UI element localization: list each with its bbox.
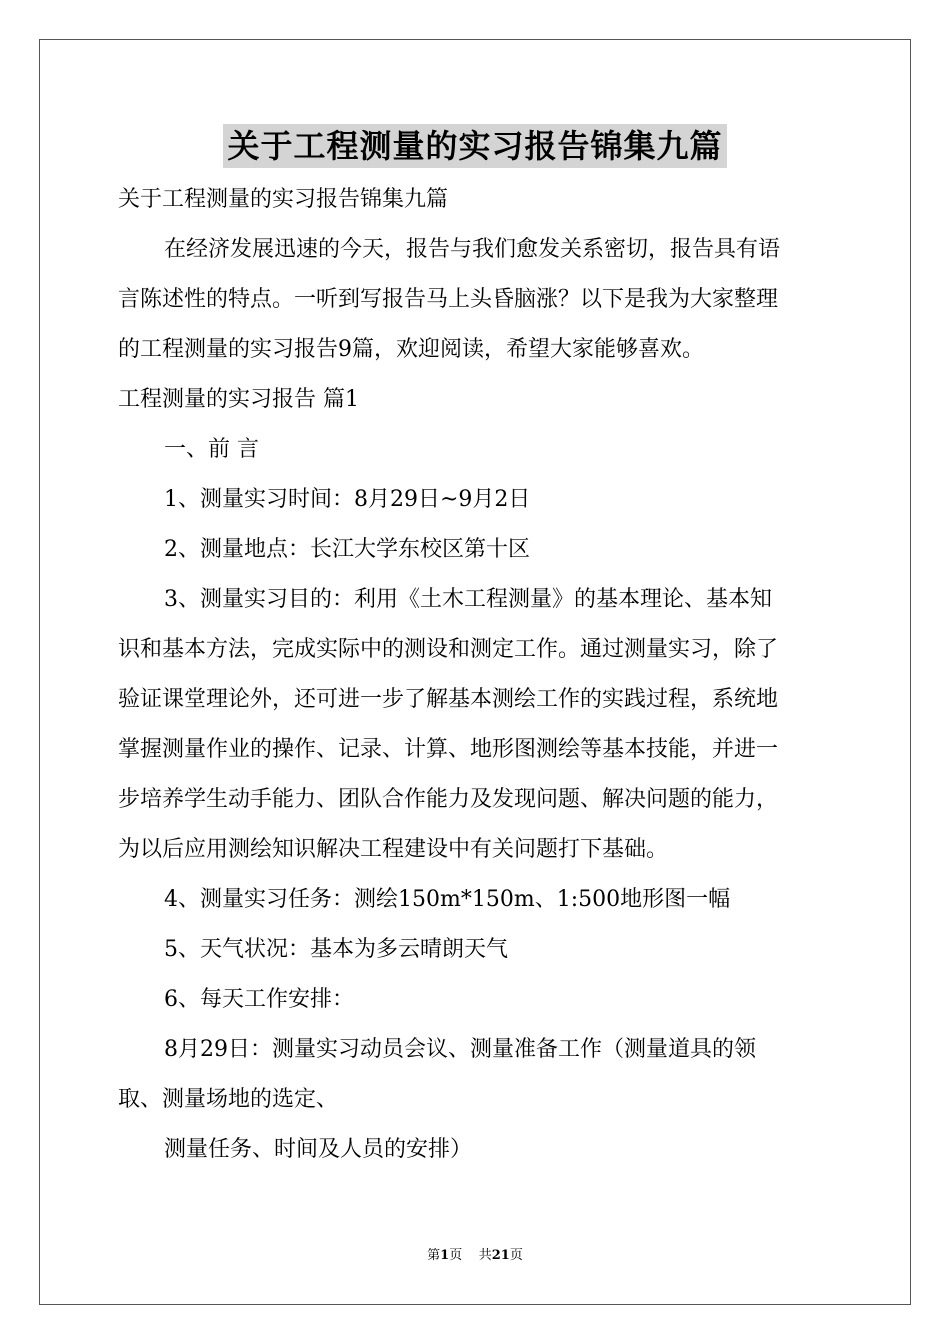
section-heading: 工程测量的实习报告 篇1	[118, 387, 359, 412]
page-footer	[0, 1248, 950, 1264]
paragraph-line: 一、前 言	[164, 437, 259, 462]
paragraph-line: 2、测量地点：长江大学东校区第十区	[164, 537, 530, 562]
paragraph-line: 1、测量实习时间：8月29日~9月2日	[164, 487, 531, 512]
paragraph-line: 言陈述性的特点。一听到写报告马上头昏脑涨？以下是我为大家整理	[118, 287, 779, 312]
paragraph-line: 的工程测量的实习报告9篇，欢迎阅读，希望大家能够喜欢。	[118, 337, 704, 362]
paragraph-line: 为以后应用测绘知识解决工程建设中有关问题打下基础。	[118, 837, 669, 862]
footer-total-pages: 21	[491, 1248, 510, 1263]
page-border	[39, 39, 911, 1305]
paragraph-line: 在经济发展迅速的今天，报告与我们愈发关系密切，报告具有语	[164, 237, 781, 262]
paragraph-line: 掌握测量作业的操作、记录、计算、地形图测绘等基本技能，并进一	[118, 737, 779, 762]
paragraph-line: 识和基本方法，完成实际中的测设和测定工作。通过测量实习，除了	[118, 637, 779, 662]
footer-mid: 页 共	[449, 1248, 492, 1263]
footer-prefix: 第	[427, 1248, 441, 1263]
title-container	[0, 124, 950, 168]
paragraph-line: 验证课堂理论外，还可进一步了解基本测绘工作的实践过程，系统地	[118, 687, 779, 712]
document-title: 关于工程测量的实习报告锦集九篇	[223, 124, 726, 168]
paragraph-line: 8月29日：测量实习动员会议、测量准备工作（测量道具的领	[164, 1037, 756, 1062]
footer-page-number: 1	[440, 1248, 450, 1263]
paragraph-line: 取、测量场地的选定、	[118, 1087, 339, 1112]
paragraph-line: 4、测量实习任务：测绘150m*150m、1:500地形图一幅	[164, 887, 731, 912]
paragraph-line: 步培养学生动手能力、团队合作能力及发现问题、解决问题的能力，	[118, 787, 779, 812]
paragraph-line: 6、每天工作安排：	[164, 987, 354, 1012]
paragraph-line: 3、测量实习目的：利用《土木工程测量》的基本理论、基本知	[164, 587, 772, 612]
subtitle-line: 关于工程测量的实习报告锦集九篇	[118, 187, 449, 212]
paragraph-line: 5、天气状况：基本为多云晴朗天气	[164, 937, 508, 962]
footer-suffix: 页	[509, 1248, 523, 1263]
paragraph-line: 测量任务、时间及人员的安排）	[164, 1137, 473, 1162]
